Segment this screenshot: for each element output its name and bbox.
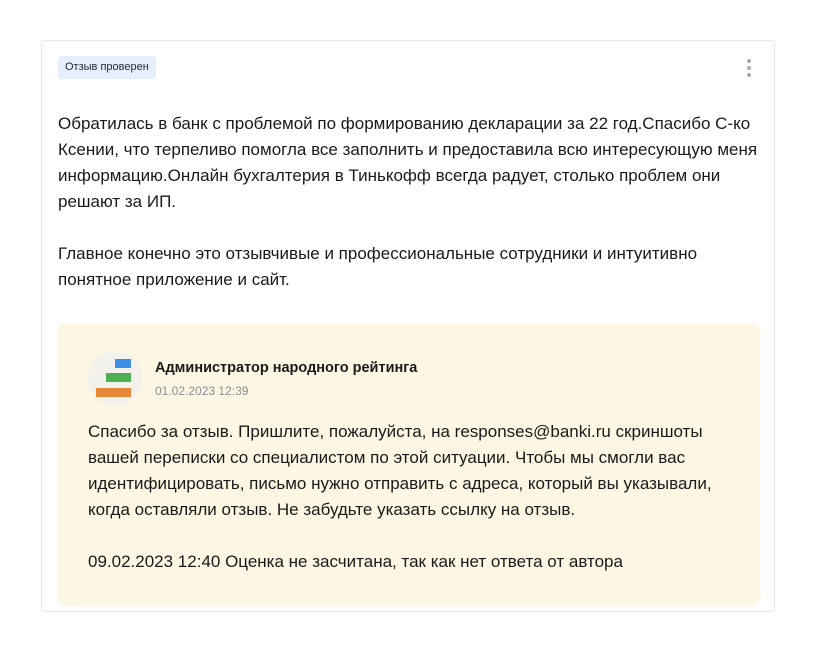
admin-reply	[58, 323, 760, 605]
verified-badge: Отзыв проверен	[58, 56, 156, 79]
reply-date: 01.02.2023 12:39	[155, 384, 249, 398]
more-vertical-icon[interactable]	[742, 57, 756, 79]
reply-paragraph: Спасибо за отзыв. Пришлите, пожалуйста, на responses@banki.ru скриншоты вашей переписки со специалистом по этой ситуации. Чтобы мы смогли вас идентифицировать, письмо нужно отправить с адреса, который вы указывали, когда оставляли отзыв. Не забудьте указать ссылку на отзыв.	[88, 422, 712, 519]
bank-rating-logo-icon	[88, 351, 142, 405]
reply-author: Администратор народного рейтинга	[155, 360, 418, 376]
review-paragraph: Обратилась в банк с проблемой по формированию декларации за 22 год.Спасибо С-ко Ксении, что терпеливо помогла все заполнить и предоставила всю интересующую меня информацию.Онлайн бухгалтерия в Тинькофф всегда радует, столько проблем они решают за ИП.	[58, 114, 758, 211]
menu-dot	[747, 66, 751, 70]
reply-status: 09.02.2023 12:40 Оценка не засчитана, так как нет ответа от автора	[88, 552, 623, 571]
menu-dot	[747, 73, 751, 77]
review-body	[58, 111, 764, 293]
reply-body	[88, 419, 738, 575]
review-paragraph: Главное конечно это отзывчивые и профессиональные сотрудники и интуитивно понятное приложение и сайт.	[58, 244, 698, 289]
logo-bar-blue	[115, 359, 131, 368]
logo-bar-green	[106, 373, 131, 382]
menu-dot	[747, 59, 751, 63]
review-card	[41, 40, 775, 612]
logo-bar-orange	[96, 388, 131, 397]
